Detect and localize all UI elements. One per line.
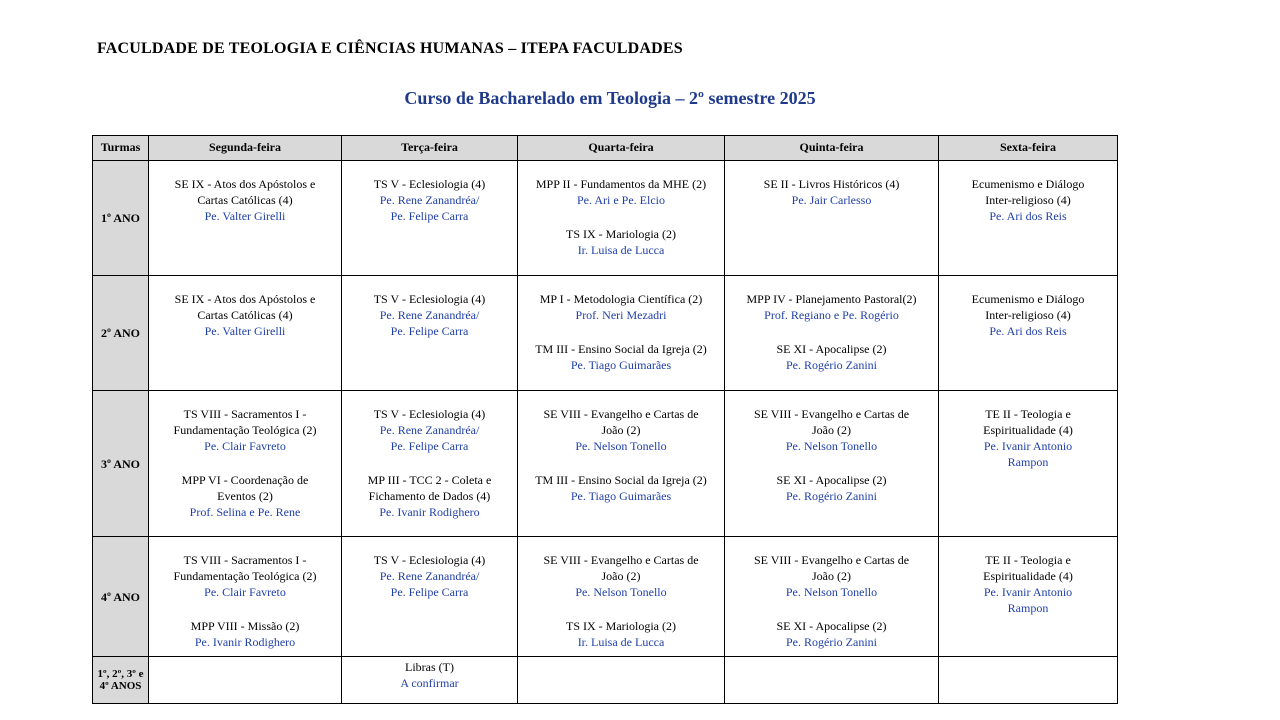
class-entry xyxy=(725,291,938,323)
professor-name: Prof. Selina e Pe. Rene xyxy=(189,505,301,519)
course-name-line: SE IX - Atos dos Apóstolos e xyxy=(174,292,316,306)
course-name-line: MP I - Metodologia Científica (2) xyxy=(539,292,703,306)
course-name-line: TS V - Eclesiologia (4) xyxy=(373,292,486,306)
course-name-line: TS IX - Mariologia (2) xyxy=(566,227,676,241)
schedule-cell-quarta xyxy=(518,161,725,276)
column-header-quarta: Quarta-feira xyxy=(518,136,725,161)
professor-name: Pe. Clair Favreto xyxy=(204,585,286,599)
column-header-sexta: Sexta-feira xyxy=(939,136,1118,161)
course-name-line: SE VIII - Evangelho e Cartas de xyxy=(753,553,910,567)
professor-name: Pe. Ivanir Rodighero xyxy=(379,505,480,519)
class-entry xyxy=(939,291,1117,339)
professor-name: Pe. Rogério Zanini xyxy=(786,358,877,372)
course-name-line: Espiritualidade (4) xyxy=(983,569,1073,583)
class-entry xyxy=(149,406,341,454)
schedule-cell-quinta xyxy=(725,161,939,276)
course-name-line: João (2) xyxy=(812,569,851,583)
course-name-line: Inter-religioso (4) xyxy=(985,193,1071,207)
professor-name: Pe. Valter Girelli xyxy=(204,324,286,338)
schedule-cell-sexta xyxy=(939,657,1118,704)
schedule-cell-segunda xyxy=(149,657,342,704)
course-name-line: TS VIII - Sacramentos I - xyxy=(183,407,307,421)
course-name-line: TM III - Ensino Social da Igreja (2) xyxy=(535,473,707,487)
professor-name: Pe. Tiago Guimarães xyxy=(570,489,672,503)
course-name-line: Fichamento de Dados (4) xyxy=(368,489,491,503)
course-name-line: Eventos (2) xyxy=(217,489,273,503)
professor-name: Prof. Regiano e Pe. Rogério xyxy=(764,308,899,322)
course-name-line: MPP VI - Coordenação de xyxy=(181,473,309,487)
schedule-cell-quinta xyxy=(725,537,939,657)
column-header-segunda: Segunda-feira xyxy=(149,136,342,161)
schedule-cell-sexta xyxy=(939,537,1118,657)
table-row xyxy=(93,276,1118,391)
column-header-terca: Terça-feira xyxy=(342,136,518,161)
schedule-cell-sexta xyxy=(939,391,1118,537)
class-entry xyxy=(149,472,341,520)
professor-name: Pe. Felipe Carra xyxy=(390,209,469,223)
turma-label: 1º ANO xyxy=(93,161,149,276)
schedule-cell-segunda xyxy=(149,537,342,657)
course-name-line: MPP IV - Planejamento Pastoral(2) xyxy=(746,292,917,306)
course-name-line: TS IX - Mariologia (2) xyxy=(566,619,676,633)
course-name-line: Cartas Católicas (4) xyxy=(197,193,293,207)
course-name-line: Cartas Católicas (4) xyxy=(197,308,293,322)
schedule-cell-quarta xyxy=(518,276,725,391)
turma-label: 3º ANO xyxy=(93,391,149,537)
schedule-cell-terca xyxy=(342,276,518,391)
schedule-cell-terca xyxy=(342,657,518,704)
turma-label: 4º ANO xyxy=(93,537,149,657)
class-entry xyxy=(149,291,341,339)
schedule-cell-sexta xyxy=(939,161,1118,276)
turma-label: 2º ANO xyxy=(93,276,149,391)
course-name-line: Inter-religioso (4) xyxy=(985,308,1071,322)
professor-name: Rampon xyxy=(1007,601,1049,615)
class-entry xyxy=(939,552,1117,616)
course-name-line: SE XI - Apocalipse (2) xyxy=(776,342,887,356)
class-entry xyxy=(939,406,1117,470)
class-entry xyxy=(518,291,724,323)
schedule-table xyxy=(92,135,1118,704)
course-name-line: SE XI - Apocalipse (2) xyxy=(776,473,887,487)
professor-name: Pe. Felipe Carra xyxy=(390,324,469,338)
professor-name: Pe. Clair Favreto xyxy=(204,439,286,453)
professor-name: Pe. Felipe Carra xyxy=(390,439,469,453)
course-name-line: TS VIII - Sacramentos I - xyxy=(183,553,307,567)
class-entry xyxy=(518,552,724,600)
column-header-quinta: Quinta-feira xyxy=(725,136,939,161)
course-name-line: SE IX - Atos dos Apóstolos e xyxy=(174,177,316,191)
course-name-line: TE II - Teologia e xyxy=(985,553,1071,567)
class-entry xyxy=(342,659,517,691)
professor-name: Pe. Nelson Tonello xyxy=(785,585,878,599)
class-entry xyxy=(342,291,517,339)
course-name-line: SE VIII - Evangelho e Cartas de xyxy=(543,407,699,421)
course-name-line: MPP II - Fundamentos da MHE (2) xyxy=(535,177,707,191)
course-name-line: Fundamentação Teológica (2) xyxy=(173,423,317,437)
course-name-line: MP III - TCC 2 - Coleta e xyxy=(367,473,492,487)
professor-name: Pe. Ivanir Antonio xyxy=(983,585,1073,599)
professor-name: Pe. Ari dos Reis xyxy=(989,209,1067,223)
professor-name: Rampon xyxy=(1007,455,1049,469)
course-name-line: João (2) xyxy=(812,423,851,437)
class-entry xyxy=(342,472,517,520)
class-entry xyxy=(342,406,517,454)
schedule-cell-segunda xyxy=(149,391,342,537)
class-entry xyxy=(518,341,724,373)
class-entry xyxy=(342,552,517,600)
class-entry xyxy=(725,472,938,504)
table-row xyxy=(93,657,1118,704)
professor-name: Pe. Ari e Pe. Elcio xyxy=(577,193,665,207)
professor-name: A confirmar xyxy=(400,676,459,690)
class-entry xyxy=(149,552,341,600)
column-header-turmas: Turmas xyxy=(93,136,149,161)
turma-label: 1º, 2º, 3º e 4º ANOS xyxy=(93,657,149,704)
class-entry xyxy=(518,406,724,454)
course-name-line: João (2) xyxy=(601,423,641,437)
course-name-line: Fundamentação Teológica (2) xyxy=(173,569,317,583)
professor-name: Pe. Rogério Zanini xyxy=(786,635,877,649)
professor-name: Pe. Nelson Tonello xyxy=(575,585,667,599)
course-name-line: SE VIII - Evangelho e Cartas de xyxy=(753,407,910,421)
course-name-line: TE II - Teologia e xyxy=(985,407,1071,421)
course-name-line: SE II - Livros Históricos (4) xyxy=(763,177,900,191)
course-name-line: Ecumenismo e Diálogo xyxy=(971,292,1085,306)
schedule-cell-terca xyxy=(342,391,518,537)
header-row xyxy=(93,136,1118,161)
class-entry xyxy=(725,176,938,208)
professor-name: Pe. Nelson Tonello xyxy=(575,439,667,453)
table-row xyxy=(93,161,1118,276)
class-entry xyxy=(725,406,938,454)
schedule-cell-sexta xyxy=(939,276,1118,391)
professor-name: Pe. Ivanir Rodighero xyxy=(194,635,296,649)
course-name-line: Espiritualidade (4) xyxy=(983,423,1073,437)
professor-name: Pe. Rene Zanandréa/ xyxy=(379,423,480,437)
class-entry xyxy=(342,176,517,224)
professor-name: Ir. Luisa de Lucca xyxy=(577,243,665,257)
professor-name: Pe. Rene Zanandréa/ xyxy=(379,193,480,207)
course-name-line: SE VIII - Evangelho e Cartas de xyxy=(543,553,699,567)
schedule-cell-segunda xyxy=(149,161,342,276)
institution-title: FACULDADE DE TEOLOGIA E CIÊNCIAS HUMANAS – ITEPA FACULDADES xyxy=(97,40,683,57)
class-entry xyxy=(149,618,341,650)
course-name-line: TS V - Eclesiologia (4) xyxy=(373,407,486,421)
professor-name: Pe. Jair Carlesso xyxy=(791,193,872,207)
professor-name: Pe. Felipe Carra xyxy=(390,585,469,599)
course-name-line: SE XI - Apocalipse (2) xyxy=(776,619,887,633)
professor-name: Ir. Luisa de Lucca xyxy=(577,635,665,649)
professor-name: Pe. Rene Zanandréa/ xyxy=(379,569,480,583)
course-name-line: Ecumenismo e Diálogo xyxy=(971,177,1085,191)
class-entry xyxy=(725,618,938,650)
schedule-cell-quarta xyxy=(518,657,725,704)
class-entry xyxy=(518,176,724,208)
class-entry xyxy=(725,341,938,373)
class-entry xyxy=(518,618,724,650)
course-name-line: TM III - Ensino Social da Igreja (2) xyxy=(535,342,707,356)
professor-name: Pe. Rene Zanandréa/ xyxy=(379,308,480,322)
class-entry xyxy=(518,226,724,258)
professor-name: Pe. Ari dos Reis xyxy=(989,324,1067,338)
schedule-cell-terca xyxy=(342,537,518,657)
schedule-cell-terca xyxy=(342,161,518,276)
course-name-line: Libras (T) xyxy=(405,660,454,674)
schedule-cell-quarta xyxy=(518,391,725,537)
table-row xyxy=(93,537,1118,657)
course-name-line: TS V - Eclesiologia (4) xyxy=(373,177,486,191)
schedule-cell-segunda xyxy=(149,276,342,391)
course-name-line: João (2) xyxy=(601,569,641,583)
course-title: Curso de Bacharelado em Teologia – 2º semestre 2025 xyxy=(404,88,816,108)
schedule-cell-quinta xyxy=(725,391,939,537)
professor-name: Pe. Tiago Guimarães xyxy=(570,358,672,372)
course-name-line: TS V - Eclesiologia (4) xyxy=(373,553,486,567)
table-row xyxy=(93,391,1118,537)
class-entry xyxy=(149,176,341,224)
class-entry xyxy=(518,472,724,504)
class-entry xyxy=(939,176,1117,224)
schedule-cell-quinta xyxy=(725,276,939,391)
schedule-cell-quarta xyxy=(518,537,725,657)
professor-name: Prof. Neri Mezadri xyxy=(575,308,667,322)
schedule-cell-quinta xyxy=(725,657,939,704)
course-name-line: MPP VIII - Missão (2) xyxy=(190,619,300,633)
professor-name: Pe. Rogério Zanini xyxy=(786,489,877,503)
professor-name: Pe. Nelson Tonello xyxy=(785,439,878,453)
professor-name: Pe. Ivanir Antonio xyxy=(983,439,1073,453)
class-entry xyxy=(725,552,938,600)
professor-name: Pe. Valter Girelli xyxy=(204,209,286,223)
